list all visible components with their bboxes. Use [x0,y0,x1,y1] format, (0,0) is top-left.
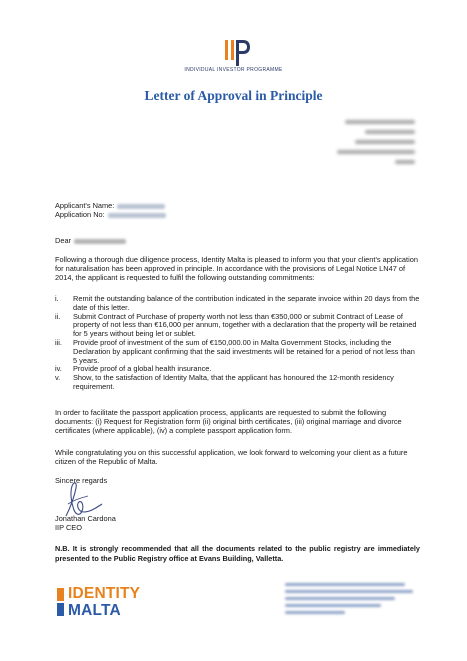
list-item-number: iv. [55,364,62,374]
list-item [55,374,420,392]
identity-malta-logo [57,583,177,623]
list-item-text: Provide proof of investment of the sum of €150,000.00 in Malta Government Stocks, including the Declaration by applicant confirming that the said investments will be retained for a period of not less than 5 years. [73,337,415,365]
page-title: Letter of Approval in Principle [144,88,323,103]
redacted-line [285,604,381,607]
logo-text-identity: IDENTITY [68,585,141,602]
applicant-name-label: Applicant's Name: [55,201,115,210]
list-item [55,313,420,339]
redacted-line [355,140,415,144]
redacted-line [285,590,413,593]
signatory-title: IIP CEO [55,523,82,532]
logo-mark-icon [57,588,64,616]
application-number-label: Application No: [55,210,105,219]
list-item-text: Submit Contract of Purchase of property worth not less than €350,000 or submit Contract of Lease of property of not less than €16,000 per annum, together with a declaration that the property will be retained for 5 years without being let or sublet. [73,311,417,339]
list-item-number: ii. [55,311,61,321]
commitments-list [55,295,420,392]
footer-contact-redacted [285,583,420,618]
redacted-name [117,204,165,209]
redacted-line [365,130,415,134]
closing-paragraph: While congratulating you on this successful application, we look forward to welcoming your client as a future citizen of the Republic of Malta. [55,448,408,466]
salutation: Dear [55,236,72,245]
redacted-line [285,583,405,586]
iip-logo-icon [223,38,251,68]
redacted-recipient-name [74,239,126,244]
signatory-name: Jonathan Cardona [55,514,116,523]
list-item-number: iii. [55,337,62,347]
redacted-line [395,160,415,164]
redacted-line [337,150,415,154]
list-item-text: Provide proof of a global health insurance. [73,364,212,374]
applicant-name-row [55,201,165,210]
list-item-text: Remit the outstanding balance of the contribution indicated in the separate invoice within 20 days from the date of this letter. [73,294,420,312]
list-item-text: Show, to the satisfaction of Identity Malta, that the applicant has honoured the 12-month residency requirement. [73,373,394,391]
list-item [55,295,420,313]
recipient-address-redacted [330,120,415,170]
programme-label: INDIVIDUAL INVESTOR PROGRAMME [184,67,283,73]
intro-paragraph: Following a thorough due diligence process, Identity Malta is pleased to inform you that your client's application for naturalisation has been approved in principle. In accordance with the provisions of Legal Notice LN47 of 2014, the applicant is requested to fulfil the following outstanding commitments: [55,255,418,282]
list-item [55,339,420,365]
logo-text-malta: MALTA [68,602,121,619]
application-number-row [55,210,166,219]
salutation-row [55,236,126,245]
redacted-line [285,611,345,614]
list-item-number: i. [55,294,59,303]
redacted-number [108,213,166,218]
list-item-number: v. [55,373,61,383]
redacted-line [285,597,395,600]
nb-notice: N.B. It is strongly recommended that all the documents related to the public registry are immediately presented to the Public Registry office at Evans Building, Valletta. [55,544,420,563]
sign-off: Sincere regards [55,476,108,485]
passport-paragraph: In order to facilitate the passport application process, applicants are requested to submit the following documents: (i) Request for Registration form (ii) original birth certificates, (iii) original marriage and divorce certificates (where applicable), (iv) a complete passport application form. [55,408,402,435]
redacted-line [345,120,415,124]
